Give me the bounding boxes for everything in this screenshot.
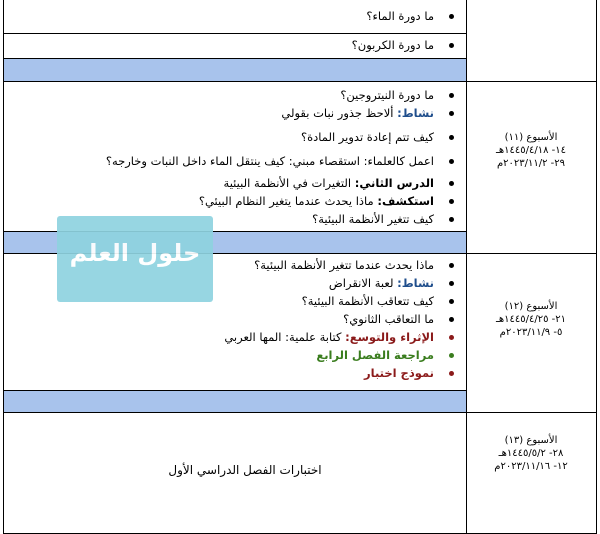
lesson-text: التغيرات في الأنظمة البيئية (223, 176, 355, 190)
row1-lessons (7, 7, 462, 25)
bullet-icon (449, 111, 454, 116)
lesson-text: ما التعاقب الثانوي؟ (343, 312, 434, 326)
bullet-icon (449, 335, 454, 340)
bullet-icon (449, 159, 454, 164)
week-gregorian-date: ٢٩- ٢٠٢٣/١١/٢م (496, 158, 566, 169)
week-hijri-date: ١٤- ١٤٤٥/٤/١٨هـ (495, 145, 567, 156)
activity-label: نشاط: (397, 276, 434, 290)
week-hijri-date: ٢٨- ١٤٤٥/٥/٢هـ (498, 448, 564, 459)
list-item (7, 86, 462, 104)
list-item (7, 346, 462, 364)
week-13-cell (466, 434, 596, 473)
bullet-icon (449, 371, 454, 376)
list-item (7, 7, 462, 25)
list-item (7, 152, 462, 170)
bullet-icon (449, 181, 454, 186)
bullet-icon (449, 199, 454, 204)
lesson-text: ما دورة الكربون؟ (351, 38, 434, 52)
lesson-text: ما دورة النيتروجين؟ (340, 88, 434, 102)
enrichment-label: الإثراء والتوسع: (345, 330, 434, 344)
list-item (7, 128, 462, 146)
list-item (7, 174, 462, 192)
bullet-icon (449, 217, 454, 222)
list-item (7, 104, 462, 122)
bullet-icon (449, 281, 454, 286)
lesson-text: كتابة علمية: المها العربي (224, 330, 346, 344)
lesson-text: كيف تتعاقب الأنظمة البيئية؟ (301, 294, 434, 308)
week-title: الأسبوع (١١) (504, 132, 558, 143)
week-gregorian-date: ١٢- ٢٠٢٣/١١/١٦م (494, 461, 568, 472)
test-model-text: نموذج اختبار (364, 366, 434, 380)
week-title: الأسبوع (١٣) (504, 435, 558, 446)
week-title: الأسبوع (١٢) (504, 301, 558, 312)
table-row-line (3, 81, 597, 82)
lesson-text: كيف تتم إعادة تدوير المادة؟ (301, 130, 434, 144)
lesson-text: لعبة الانقراض (328, 276, 398, 290)
list-item (7, 328, 462, 346)
exams-text: اختبارات الفصل الدراسي الأول (168, 463, 322, 477)
table-row-line (3, 412, 597, 413)
table-row-line (3, 390, 466, 391)
separator-band (4, 58, 466, 81)
row2-lessons (7, 86, 462, 228)
lesson-text: ماذا يحدث عندما تتغير الأنظمة البيئية؟ (254, 258, 434, 272)
lesson-text: ماذا يحدث عندما يتغير النظام البيئي؟ (198, 194, 378, 208)
table-row-line (3, 58, 466, 59)
week-11-cell (466, 131, 596, 170)
list-item (7, 192, 462, 210)
table-row-line (3, 33, 466, 34)
list-item (7, 364, 462, 382)
bullet-icon (449, 14, 454, 19)
week-gregorian-date: ٥- ٢٠٢٣/١١/٩م (499, 327, 563, 338)
bullet-icon (449, 263, 454, 268)
bullet-icon (449, 93, 454, 98)
bullet-icon (449, 135, 454, 140)
lesson-text: كيف تتغير الأنظمة البيئية؟ (312, 212, 434, 226)
bullet-icon (449, 353, 454, 358)
row1-lessons (7, 36, 462, 54)
week-hijri-date: ٢١- ١٤٤٥/٤/٢٥هـ (495, 314, 567, 325)
lesson-text: ألاحظ جذور نبات بقولي (281, 106, 398, 120)
list-item (7, 310, 462, 328)
week-12-cell (466, 300, 596, 339)
explore-label: استكشف: (377, 194, 434, 208)
lesson-text: ما دورة الماء؟ (366, 9, 434, 23)
lesson-text: اعمل كالعلماء: استقصاء مبني: كيف ينتقل الماء داخل النبات وخارجه؟ (105, 154, 434, 168)
watermark-logo (57, 216, 213, 302)
bullet-icon (449, 43, 454, 48)
review-text: مراجعة الفصل الرابع (316, 348, 434, 362)
separator-band (4, 390, 466, 412)
lesson-label: الدرس الثاني: (354, 176, 434, 190)
watermark-text: حلول العلم (69, 239, 201, 267)
activity-label: نشاط: (397, 106, 434, 120)
bullet-icon (449, 317, 454, 322)
bullet-icon (449, 299, 454, 304)
list-item (7, 36, 462, 54)
